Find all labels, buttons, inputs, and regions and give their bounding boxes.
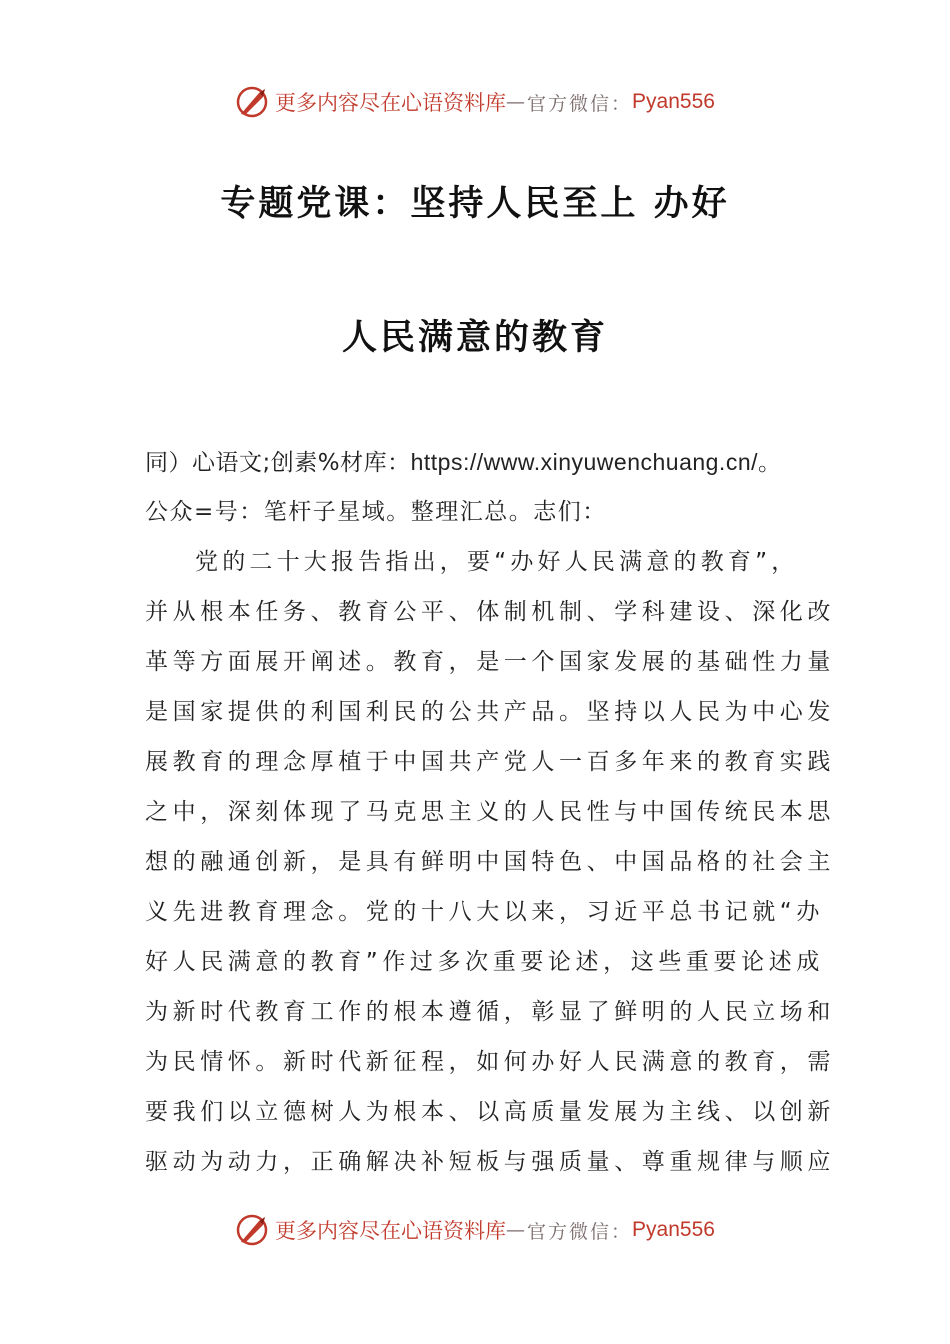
- paragraph-line: 之中，深刻体现了马克思主义的人民性与中国传统民本思: [145, 799, 835, 825]
- banner-site-name: 更多内容尽在心语资料库: [275, 91, 507, 115]
- paragraph-line: 义先进教育理念。党的十八大以来，习近平总书记就“办: [145, 899, 824, 925]
- banner-site-name: 更多内容尽在心语资料库: [275, 1219, 507, 1243]
- banner-dash: —: [506, 1219, 528, 1241]
- banner-dash: —: [506, 91, 528, 113]
- paragraph-line: 要我们以立德树人为根本、以高质量发展为主线、以创新: [145, 1099, 835, 1125]
- banner-wechat-label: 官方微信：: [527, 92, 633, 115]
- paragraph-line: 为新时代教育工作的根本遵循，彰显了鲜明的人民立场和: [145, 999, 835, 1025]
- intro-prefix: 同）心语文;创素%材库：: [145, 450, 411, 476]
- banner-wechat-id: Pyan556: [632, 90, 715, 113]
- paragraph-line: 并从根本任务、教育公平、体制机制、学科建设、深化改: [145, 599, 835, 625]
- source-url: https://www.xinyuwenchuang.cn/: [410, 449, 759, 475]
- intro-suffix: 。: [758, 450, 782, 476]
- paragraph-line: 为民情怀。新时代新征程，如何办好人民满意的教育，需: [145, 1049, 835, 1075]
- paragraph-line: 驱动为动力，正确解决补短板与强质量、尊重规律与顺应: [145, 1149, 835, 1175]
- quill-logo-icon: [235, 85, 269, 119]
- intro-line-2: 公众=号：笔杆子星域。整理汇总。志们：: [145, 499, 607, 525]
- header-banner: [0, 80, 950, 124]
- footer-banner: [0, 1208, 950, 1252]
- banner-wechat-label: 官方微信：: [527, 1220, 633, 1243]
- paragraph-line: 好人民满意的教育”作过多次重要论述，这些重要论述成: [145, 949, 824, 975]
- page-title-line-2: 人民满意的教育: [341, 318, 608, 358]
- page-title-line-1: 专题党课：坚持人民至上 办好: [220, 184, 730, 224]
- paragraph-line: 是国家提供的利国利民的公共产品。坚持以人民为中心发: [145, 699, 835, 725]
- intro-line-1: [145, 437, 810, 487]
- paragraph-line: 想的融通创新，是具有鲜明中国特色、中国品格的社会主: [145, 849, 835, 875]
- paragraph-line: 革等方面展开阐述。教育，是一个国家发展的基础性力量: [145, 649, 835, 675]
- paragraph-line: 展教育的理念厚植于中国共产党人一百多年来的教育实践: [145, 749, 835, 775]
- quill-logo-icon: [235, 1213, 269, 1247]
- paragraph-line: 党的二十大报告指出，要“办好人民满意的教育”，: [195, 549, 799, 575]
- document-body: [145, 437, 835, 1187]
- banner-wechat-id: Pyan556: [632, 1218, 715, 1241]
